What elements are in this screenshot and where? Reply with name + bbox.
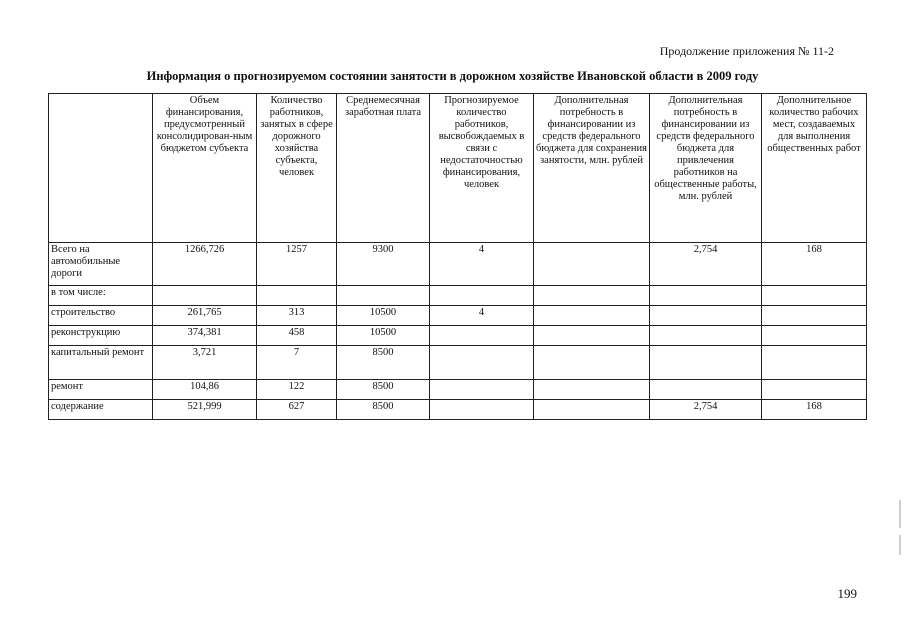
table-cell xyxy=(534,286,650,306)
table-cell: 2,754 xyxy=(650,400,762,420)
table-cell xyxy=(762,286,867,306)
table-cell xyxy=(534,306,650,326)
table-cell xyxy=(430,380,534,400)
table-cell xyxy=(534,326,650,346)
table-cell: 8500 xyxy=(337,380,430,400)
table-row xyxy=(49,326,867,346)
header-cell-additional-jobs: Дополнительное количество рабочих мест, создаваемых для выполнения общественных работ xyxy=(762,94,867,243)
table-cell xyxy=(337,286,430,306)
row-label: содержание xyxy=(49,400,153,420)
table-cell: 122 xyxy=(257,380,337,400)
table-cell: 10500 xyxy=(337,326,430,346)
table-cell: 8500 xyxy=(337,346,430,380)
table-cell xyxy=(430,326,534,346)
table-cell xyxy=(534,243,650,286)
table-row xyxy=(49,380,867,400)
table-cell xyxy=(430,346,534,380)
row-label: ремонт xyxy=(49,380,153,400)
table-cell: 261,765 xyxy=(153,306,257,326)
table-cell: 627 xyxy=(257,400,337,420)
table-header-row xyxy=(49,94,867,243)
table-cell xyxy=(650,326,762,346)
appendix-note: Продолжение приложения № 11-2 xyxy=(659,44,834,58)
table-cell: 3,721 xyxy=(153,346,257,380)
table-cell xyxy=(430,400,534,420)
table-row xyxy=(49,400,867,420)
table-cell xyxy=(257,286,337,306)
table-cell xyxy=(650,286,762,306)
header-cell-average-salary: Среднемесячная заработная плата xyxy=(337,94,430,243)
table-cell: 458 xyxy=(257,326,337,346)
row-label: Всего на автомобильные дороги xyxy=(49,243,153,286)
table-cell xyxy=(534,380,650,400)
header-cell-released-workers: Прогнозируемое количество работников, высвобождаемых в связи с недостаточностью финансирования, человек xyxy=(430,94,534,243)
table-cell: 313 xyxy=(257,306,337,326)
table-cell: 104,86 xyxy=(153,380,257,400)
header-cell-empty xyxy=(49,94,153,243)
table-cell: 1257 xyxy=(257,243,337,286)
table-cell: 9300 xyxy=(337,243,430,286)
header-cell-workers-count: Количество работников, занятых в сфере дорожного хозяйства субъекта, человек xyxy=(257,94,337,243)
table-row xyxy=(49,306,867,326)
table-cell xyxy=(650,380,762,400)
table-row xyxy=(49,243,867,286)
row-label: капитальный ремонт xyxy=(49,346,153,380)
scan-margin-mark xyxy=(899,500,901,528)
scan-margin-mark xyxy=(899,535,901,555)
table-cell xyxy=(430,286,534,306)
row-label: в том числе: xyxy=(49,286,153,306)
table-cell xyxy=(762,326,867,346)
row-label: строительство xyxy=(49,306,153,326)
table-cell xyxy=(762,380,867,400)
table-cell xyxy=(534,346,650,380)
table-cell: 8500 xyxy=(337,400,430,420)
header-cell-financing-volume: Объем финансирования, предусмотренный консолидирован-ным бюджетом субъекта xyxy=(153,94,257,243)
table-cell: 168 xyxy=(762,243,867,286)
table-cell: 7 xyxy=(257,346,337,380)
table-cell xyxy=(650,346,762,380)
table-cell: 4 xyxy=(430,306,534,326)
table-cell: 4 xyxy=(430,243,534,286)
table-row xyxy=(49,346,867,380)
table-cell: 10500 xyxy=(337,306,430,326)
table-cell: 521,999 xyxy=(153,400,257,420)
table-cell xyxy=(534,400,650,420)
page-number: 199 xyxy=(837,586,857,601)
row-label: реконструкцию xyxy=(49,326,153,346)
table-cell xyxy=(762,306,867,326)
table-cell xyxy=(762,346,867,380)
table-row xyxy=(49,286,867,306)
table-cell: 168 xyxy=(762,400,867,420)
table-cell: 374,381 xyxy=(153,326,257,346)
table-cell xyxy=(153,286,257,306)
table-cell xyxy=(650,306,762,326)
employment-table xyxy=(48,93,867,420)
document-title: Информация о прогнозируемом состоянии занятости в дорожном хозяйстве Ивановской области в 2009 году xyxy=(146,69,759,83)
table-cell: 2,754 xyxy=(650,243,762,286)
header-cell-public-works-funding: Дополнительная потребность в финансировании из средств федерального бюджета для привлечения работников на общественные работы, млн. рублей xyxy=(650,94,762,243)
header-cell-employment-funding: Дополнительная потребность в финансировании из средств федерального бюджета для сохранения занятости, млн. рублей xyxy=(534,94,650,243)
table-cell: 1266,726 xyxy=(153,243,257,286)
